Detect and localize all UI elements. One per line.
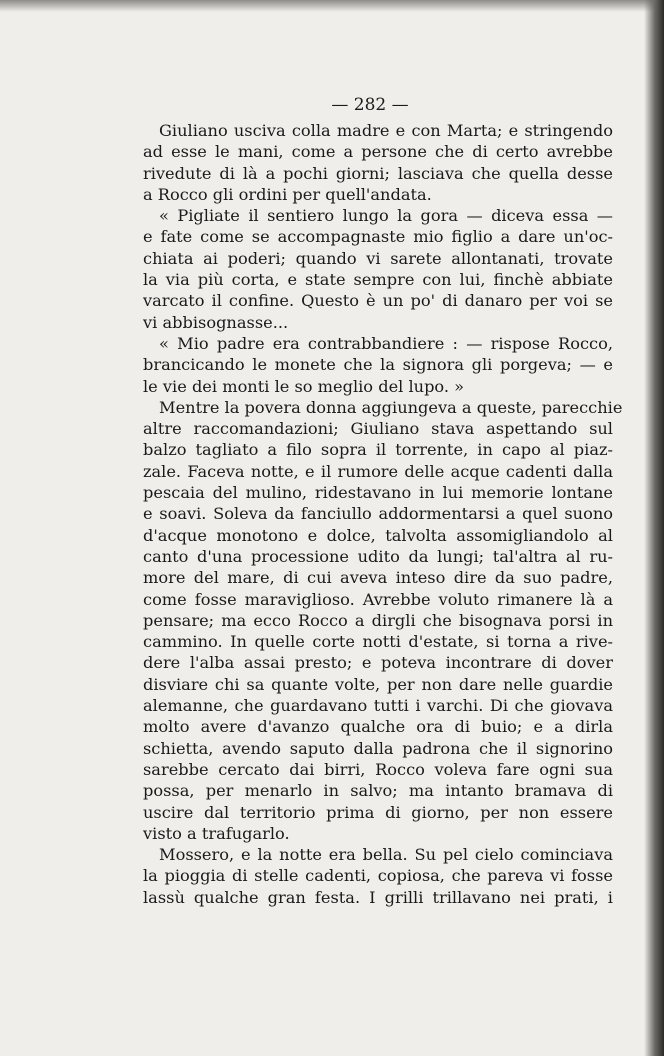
text-line: balzo tagliato a filo sopra il torrente, in capo al piaz- bbox=[143, 440, 613, 460]
text-line: pescaia del mulino, ridestavano in lui memorie lontane bbox=[143, 483, 613, 503]
text-line: vi abbisognasse... bbox=[143, 312, 289, 332]
text-line: e fate come se accompagnaste mio figlio a dare un'oc- bbox=[143, 227, 613, 247]
text-line: a Rocco gli ordini per quell'andata. bbox=[143, 184, 432, 204]
text-line: alemanne, che guardavano tutti i varchi. Di che giovava bbox=[143, 696, 613, 716]
body-text bbox=[143, 120, 623, 908]
text-line: ad esse le mani, come a persone che di certo avrebbe bbox=[143, 142, 613, 162]
text-line: « Pigliate il sentiero lungo la gora — diceva essa — bbox=[159, 206, 613, 226]
text-line: d'acque monotono e dolce, talvolta assomigliandolo al bbox=[143, 525, 613, 545]
text-line: « Mio padre era contrabbandiere : — rispose Rocco, bbox=[159, 333, 613, 353]
text-line: Mentre la povera donna aggiungeva a queste, parecchie bbox=[159, 397, 623, 417]
text-line: dere l'alba assai presto; e poteva incontrare di dover bbox=[143, 653, 613, 673]
text-line: possa, per menarlo in salvo; ma intanto bramava di bbox=[143, 781, 613, 801]
text-line: cammino. In quelle corte notti d'estate, si torna a rive- bbox=[143, 632, 613, 652]
text-line: chiata ai poderi; quando vi sarete allontanati, trovate bbox=[143, 248, 613, 268]
page-number: — 282 — bbox=[331, 95, 409, 115]
text-line: e soavi. Soleva da fanciullo addormentarsi a quel suono bbox=[143, 504, 613, 524]
text-line: le vie dei monti le so meglio del lupo. » bbox=[143, 376, 465, 396]
page-binding-edge bbox=[644, 0, 664, 1056]
text-line: Mossero, e la notte era bella. Su pel cielo cominciava bbox=[159, 845, 613, 865]
text-line: disviare chi sa quante volte, per non dare nelle guardie bbox=[143, 674, 613, 694]
text-line: uscire dal territorio prima di giorno, per non essere bbox=[143, 802, 613, 822]
text-line: more del mare, di cui aveva inteso dire da suo padre, bbox=[143, 568, 613, 588]
text-line: la via più corta, e state sempre con lui, finchè abbiate bbox=[143, 270, 613, 290]
text-line: Giuliano usciva colla madre e con Marta; e stringendo bbox=[159, 121, 613, 140]
text-line: zale. Faceva notte, e il rumore delle acque cadenti dalla bbox=[143, 461, 613, 481]
text-line: rivedute di là a pochi giorni; lasciava che quella desse bbox=[143, 163, 613, 183]
text-line: come fosse maraviglioso. Avrebbe voluto rimanere là a bbox=[143, 589, 613, 609]
text-line: visto a trafugarlo. bbox=[143, 823, 290, 843]
text-line: schietta, avendo saputo dalla padrona che il signorino bbox=[143, 738, 613, 758]
text-line: canto d'una processione udito da lungi; tal'altra al ru- bbox=[143, 546, 613, 566]
text-line: la pioggia di stelle cadenti, copiosa, che pareva vi fosse bbox=[143, 866, 613, 886]
text-line: lassù qualche gran festa. I grilli trillavano nei prati, i bbox=[143, 887, 613, 907]
text-line: brancicando le monete che la signora gli porgeva; — e bbox=[143, 355, 613, 375]
text-line: molto avere d'avanzo qualche ora di buio; e a dirla bbox=[143, 717, 613, 737]
page-top-shadow bbox=[0, 0, 664, 12]
text-line: sarebbe cercato dai birri, Rocco voleva fare ogni sua bbox=[143, 759, 613, 779]
text-line: altre raccomandazioni; Giuliano stava aspettando sul bbox=[143, 419, 613, 439]
text-line: pensare; ma ecco Rocco a dirgli che bisognava porsi in bbox=[143, 610, 613, 630]
text-line: varcato il confine. Questo è un po' di danaro per voi se bbox=[143, 291, 613, 311]
